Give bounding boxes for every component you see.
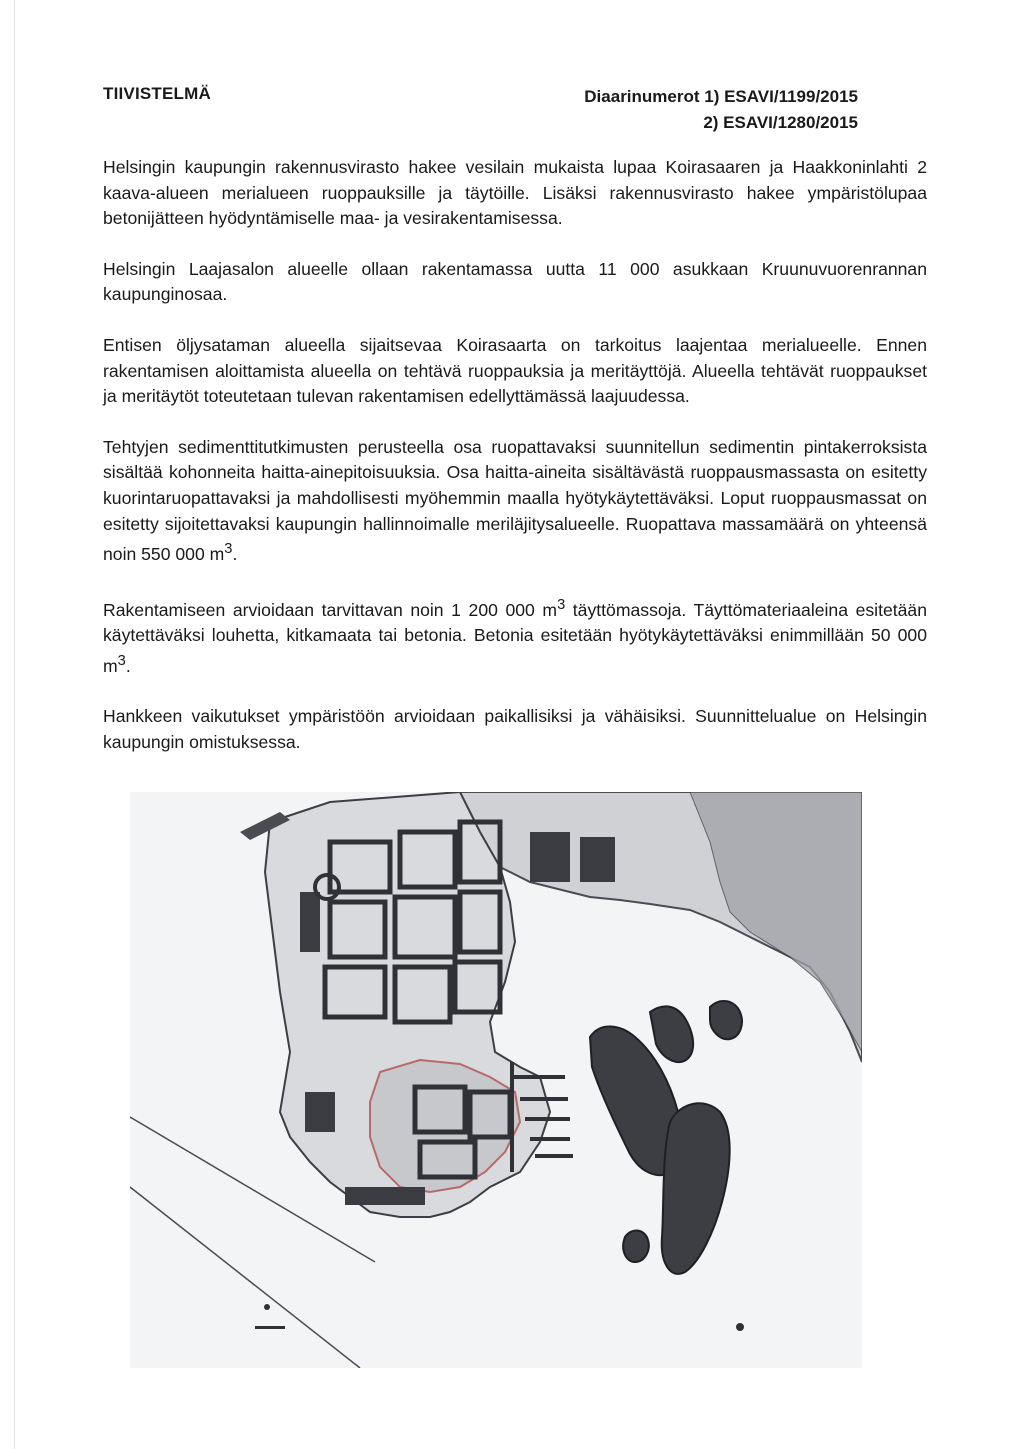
superscript-3: 3 <box>224 541 233 558</box>
diary-number-1: Diaarinumerot 1) ESAVI/1199/2015 <box>584 87 858 106</box>
diary-numbers <box>584 84 858 136</box>
islet-east <box>710 1001 742 1039</box>
paragraph-3: Entisen öljysataman alueella sijaitsevaa Koirasaarta on tarkoitus laajentaa merialueelle. Ennen rakentamisen aloittamista alueella on tehtävä ruoppauksia ja meritäyttöjä. Alueella tehtävät ruoppaukset ja meritäytöt toteutetaan tulevan rakentamisen edellyttämässä laajuudessa. <box>103 334 927 407</box>
paragraph-1: Helsingin kaupungin rakennusvirasto hakee vesilain mukaista lupaa Koirasaaren ja Haakkoninlahti 2 kaava-alueen merialueen ruoppauksille ja täytöille. Lisäksi rakennusvirasto hakee ympäristölupaa betonijätteen hyödyntämiselle maa- ja vesirakentamisessa. <box>103 157 927 229</box>
page-edge <box>14 0 15 1449</box>
paragraph-6: Hankkeen vaikutukset ympäristöön arvioidaan paikallisiksi ja vähäisiksi. Suunnittelualue on Helsingin kaupungin omistuksessa. <box>103 706 927 752</box>
marker <box>736 1323 744 1331</box>
marker <box>255 1326 285 1329</box>
paragraph-2: Helsingin Laajasalon alueelle ollaan rakentamassa uutta 11 000 asukkaan Kruunuvuorenrannan kaupunginosaa. <box>103 258 927 305</box>
paragraph-4 <box>103 435 927 568</box>
paragraph-4-text: Tehtyjen sedimenttitutkimusten perusteella osa ruopattavaksi suunnitellun sedimentin pintakerroksista sisältää kohonneita haitta-ainepitoisuuksia. Osa haitta-aineita sisältävästä ruoppausmassasta on esitetty kuorintaruopattavaksi ja mahdollisesti myöhemmin maalla hyötykäytettäväksi. Loput ruoppausmassat on esitetty sijoitettavaksi kaupungin hallinnoimalle meriläjitysalueelle. Ruopattava massamäärä on yhteensä noin 550 000 m <box>103 436 927 564</box>
paragraph-5-text-b: täyttömassoja. Täyttömateriaaleina esitetään käytettäväksi louhetta, kitkamaata tai betonia. Betonia esitetään hyötykäytettäväksi enimmillään 50 000 m <box>103 599 927 676</box>
paragraph-5-text-a: Rakentamiseen arvioidaan tarvittavan noin 1 200 000 m <box>103 599 558 620</box>
paragraph-5-end: . <box>125 655 131 676</box>
paragraph-5 <box>103 593 927 680</box>
islet-south <box>623 1231 649 1262</box>
superscript-3: 3 <box>117 652 126 669</box>
diary-number-2: 2) ESAVI/1280/2015 <box>703 113 858 132</box>
paragraph-4-end: . <box>232 543 238 564</box>
superscript-3: 3 <box>557 596 566 613</box>
site-plan-map <box>130 792 862 1368</box>
marker <box>264 1304 270 1310</box>
summary-body <box>103 155 927 780</box>
document-heading: TIIVISTELMÄ <box>103 84 211 103</box>
site-plan-svg <box>130 792 862 1368</box>
